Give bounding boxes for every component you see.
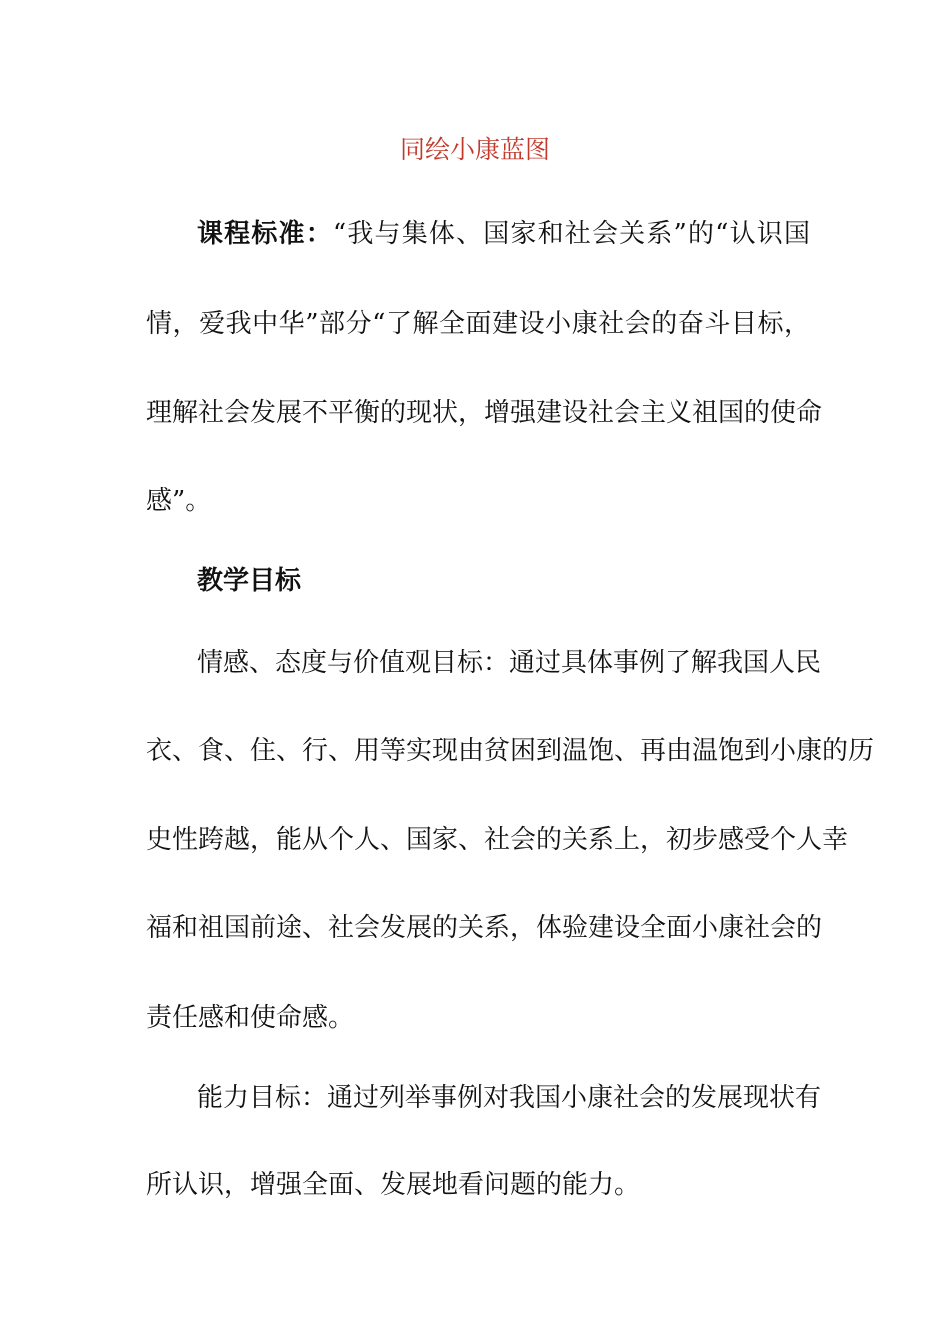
emotion-goal-line-1: 情感、态度与价值观目标：通过具体事例了解我国人民 (197, 648, 822, 678)
emotion-goal-line-2: 衣、食、住、行、用等实现由贫困到温饱、再由温饱到小康的历 (146, 736, 875, 766)
course-standard-label: 课程标准： (197, 219, 333, 249)
course-standard-line-3: 理解社会发展不平衡的现状，增强建设社会主义祖国的使命 (146, 398, 823, 428)
emotion-goal-line-4: 福和祖国前途、社会发展的关系，体验建设全面小康社会的 (146, 913, 823, 943)
course-standard-line-4: 感”。 (146, 486, 212, 516)
course-standard-line-1 (197, 214, 810, 254)
course-standard-line-2: 情，爱我中华”部分“了解全面建设小康社会的奋斗目标， (146, 309, 810, 339)
document-title: 同绘小康蓝图 (399, 135, 550, 164)
emotion-goal-line-3: 史性跨越，能从个人、国家、社会的关系上，初步感受个人幸 (146, 825, 849, 855)
course-standard-text: “我与集体、国家和社会关系”的“认识国 (332, 219, 810, 249)
ability-goal-line-2: 所认识，增强全面、发展地看问题的能力。 (146, 1170, 641, 1200)
emotion-goal-line-5: 责任感和使命感。 (146, 1003, 355, 1033)
ability-goal-line-1: 能力目标：通过列举事例对我国小康社会的发展现状有 (197, 1083, 822, 1113)
teaching-goals-heading: 教学目标 (197, 566, 302, 596)
